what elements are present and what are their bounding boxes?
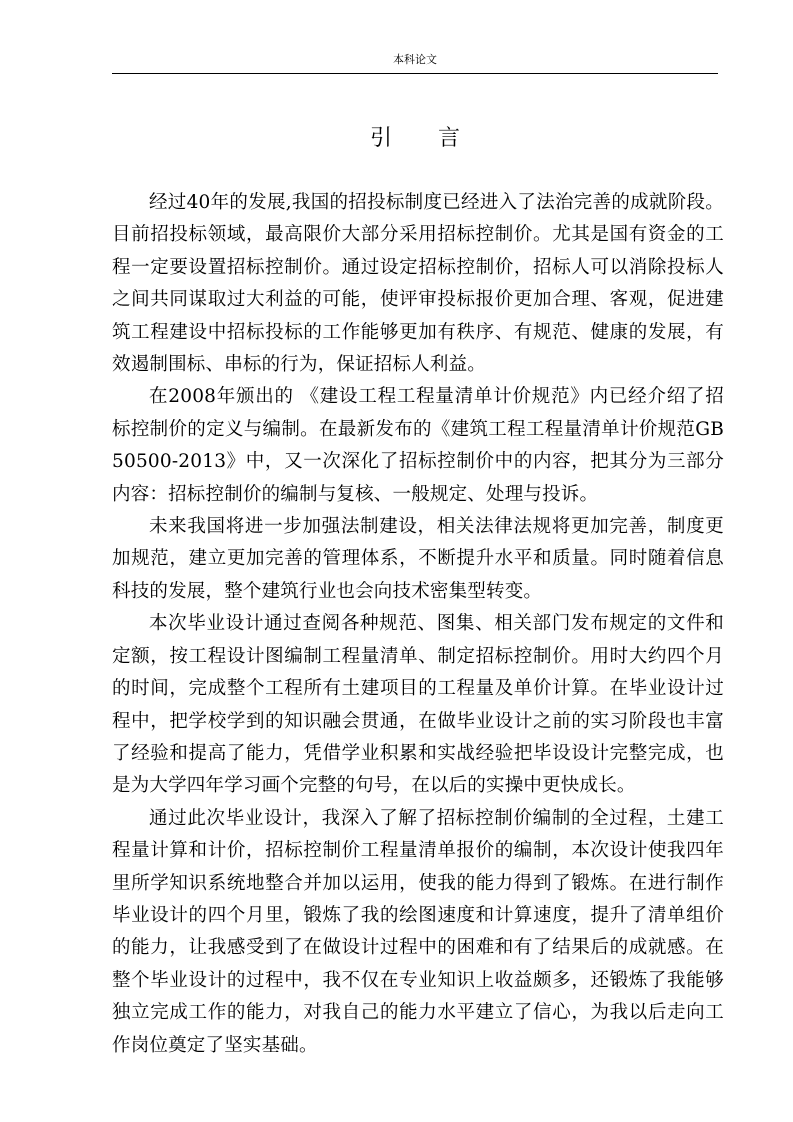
body-text [112, 187, 724, 1062]
paragraph-5: 通过此次毕业设计，我深入了解了招标控制价编制的全过程，土建工程量计算和计价，招标控制价工程量清单报价的编制，本次设计使我四年里所学知识系统地整合并加以运用，使我的能力得到了锻炼。在进行制作毕业设计的四个月里，锻炼了我的绘图速度和计算速度，提升了清单组价的能力，让我感受到了在做设计过程中的困难和有了结果后的成就感。在整个毕业设计的过程中，我不仅在专业知识上收益颇多，还锻炼了我能够独立完成工作的能力，对我自己的能力水平建立了信心，为我以后走向工作岗位奠定了坚实基础。 [112, 807, 724, 1056]
paragraph-1: 经过40年的发展,我国的招投标制度已经进入了法治完善的成就阶段。目前招投标领域，最高限价大部分采用招标控制价。尤其是国有资金的工程一定要设置招标控制价。通过设定招标控制价，招标人可以消除投标人之间共同谋取过大利益的可能，使评审投标报价更加合理、客观，促进建筑工程建设中招标投标的工作能够更加有秩序、有规范、健康的发展，有效遏制围标、串标的行为，保证招标人利益。 [112, 192, 724, 376]
header-rule [112, 73, 718, 74]
paragraph-2: 在2008年颁出的 《建设工程工程量清单计价规范》内已经介绍了招标控制价的定义与编制。在最新发布的《建筑工程工程量清单计价规范GB50500-2013》中，又一次深化了招标控制价中的内容，把其分为三部分内容：招标控制价的编制与复核、一般规定、处理与投诉。 [112, 386, 724, 505]
paragraph-3: 未来我国将进一步加强法制建设，相关法律法规将更加完善，制度更加规范，建立更加完善的管理体系，不断提升水平和质量。同时随着信息科技的发展，整个建筑行业也会向技术密集型转变。 [112, 516, 724, 602]
running-header: 本科论文 [393, 53, 437, 66]
section-title: 引言 [369, 126, 506, 151]
paragraph-4: 本次毕业设计通过查阅各种规范、图集、相关部门发布规定的文件和定额，按工程设计图编制工程量清单、制定招标控制价。用时大约四个月的时间，完成整个工程所有土建项目的工程量及单价计算。在毕业设计过程中，把学校学到的知识融会贯通，在做毕业设计之前的实习阶段也丰富了经验和提高了能力，凭借学业积累和实战经验把毕设设计完整完成，也是为大学四年学习画个完整的句号，在以后的实操中更快成长。 [112, 613, 724, 797]
